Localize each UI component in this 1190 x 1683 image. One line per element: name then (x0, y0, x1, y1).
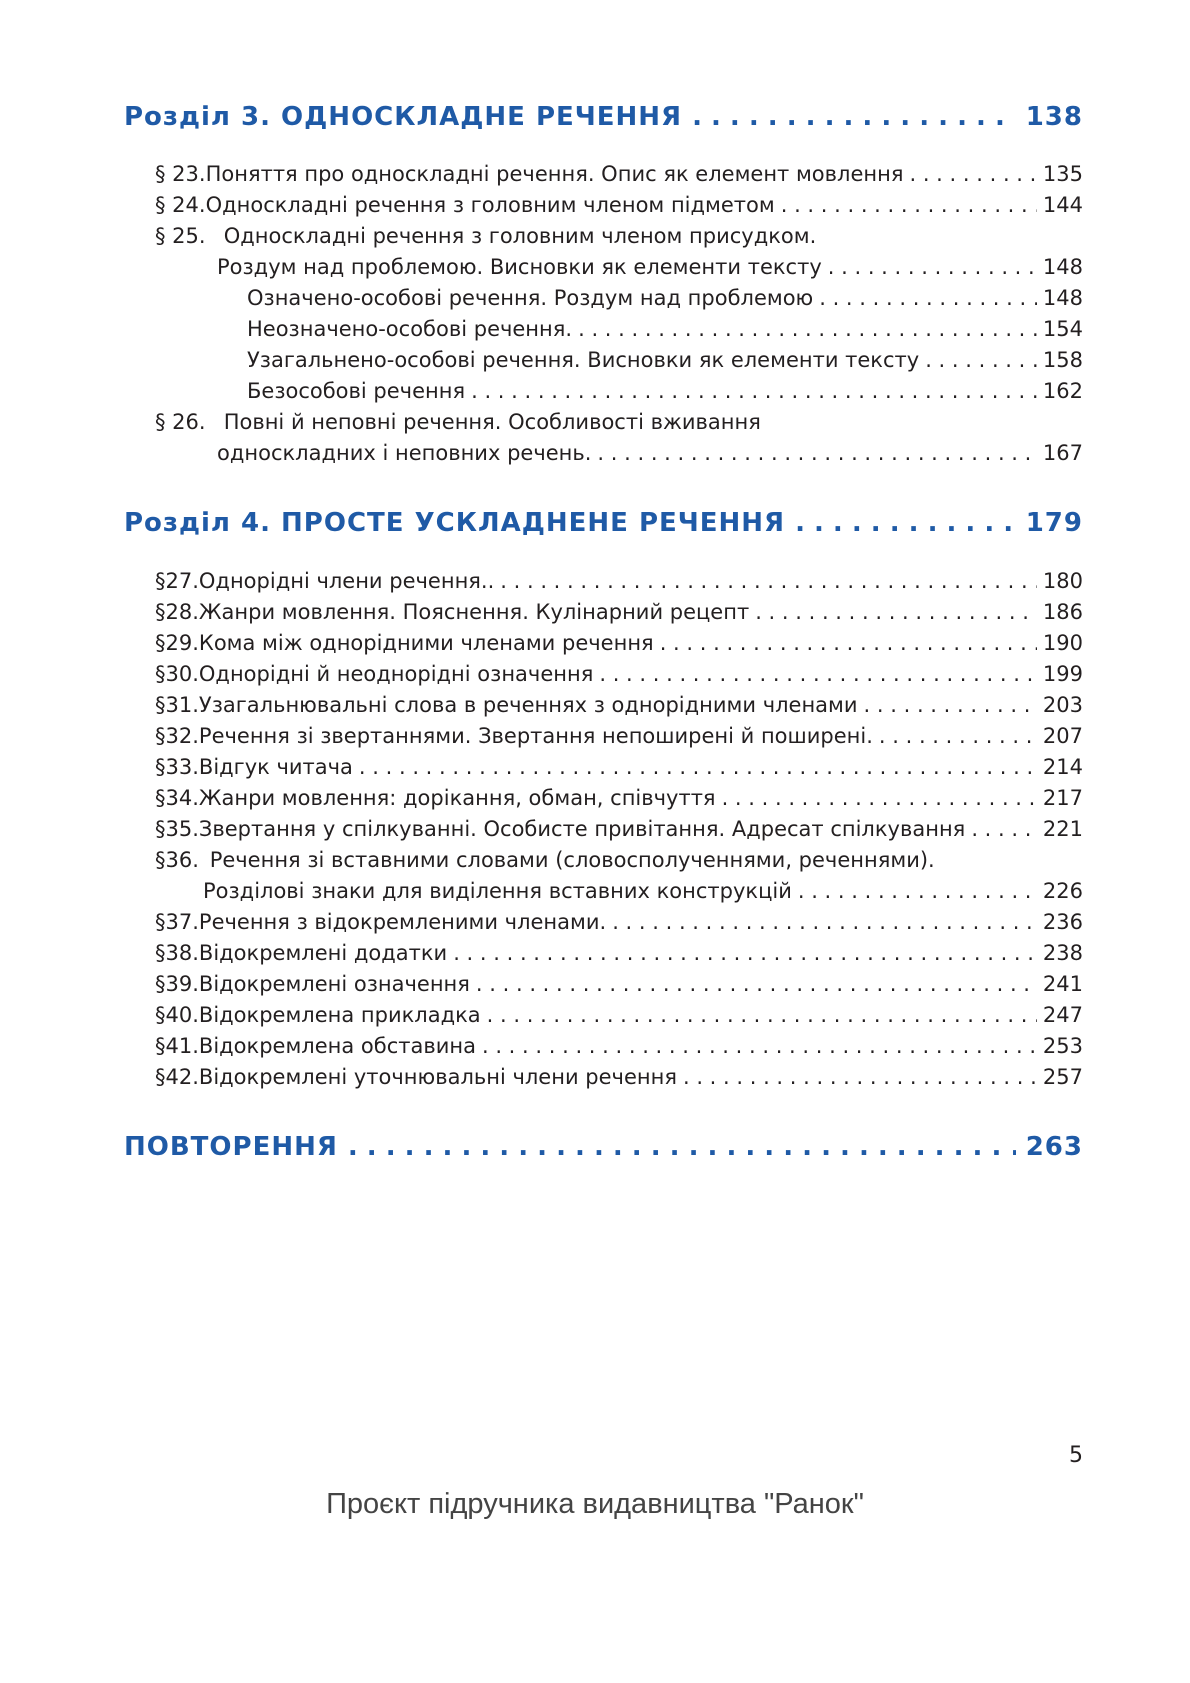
leader-dots (864, 693, 1037, 717)
leader-dots (599, 662, 1037, 686)
footer-note: Проєкт підручника видавництва "Ранок" (326, 1488, 864, 1520)
leader-dots (453, 941, 1037, 965)
toc-entry[interactable] (155, 569, 1083, 593)
entry-page: 148 (1042, 286, 1083, 310)
entry-page: 158 (1042, 348, 1083, 372)
leader-dots (471, 379, 1037, 403)
toc-entry[interactable] (217, 441, 1083, 465)
entry-text: Означено-особові речення. Роздум над проблемою (247, 286, 814, 310)
leader-dots (359, 755, 1037, 779)
page-number: 5 (1069, 1443, 1083, 1468)
entry-number: §36. (155, 848, 199, 872)
entry-text: Відокремлені уточнювальні члени речення (198, 1065, 677, 1089)
entry-page: 203 (1042, 693, 1083, 717)
entry-page: 214 (1042, 755, 1083, 779)
section-title: ПОВТОРЕННЯ (124, 1132, 338, 1162)
entry-page: 199 (1042, 662, 1083, 686)
toc-entry[interactable] (155, 941, 1083, 965)
section-heading-4[interactable] (124, 508, 1083, 538)
leader-dots (692, 102, 1016, 132)
entry-number: §31. (155, 693, 199, 717)
leader-dots (348, 1132, 1016, 1162)
entry-text: Роздум над проблемою. Висновки як елементи тексту (217, 255, 822, 279)
entry-number: §41. (155, 1034, 199, 1058)
entry-text: Речення зі вставними словами (словосполученнями, реченнями). (209, 848, 935, 872)
leader-dots (971, 817, 1037, 841)
leader-dots (597, 441, 1036, 465)
entry-text: Односкладні речення з головним членом підметом (205, 193, 775, 217)
section-page: 179 (1025, 508, 1083, 538)
entry-text: Речення з відокремленими членами. (198, 910, 607, 934)
leader-dots (500, 569, 1037, 593)
entry-page: 257 (1042, 1065, 1083, 1089)
entry-text: Жанри мовлення. Пояснення. Кулінарний рецепт (198, 600, 750, 624)
toc-entry[interactable] (155, 193, 1083, 217)
entry-number: §42. (155, 1065, 199, 1089)
toc-entry[interactable] (155, 631, 1083, 655)
entry-page: 221 (1042, 817, 1083, 841)
entry-number: § 25. (155, 224, 206, 248)
toc-entry[interactable] (155, 1034, 1083, 1058)
leader-dots (487, 1003, 1037, 1027)
leader-dots (612, 910, 1037, 934)
toc-subentry[interactable] (247, 379, 1083, 403)
entry-number: § 24. (155, 193, 206, 217)
toc-entry-heading[interactable] (155, 410, 761, 434)
entry-page: 247 (1042, 1003, 1083, 1027)
entry-page: 144 (1042, 193, 1083, 217)
entry-number: §29. (155, 631, 199, 655)
entry-number: §35. (155, 817, 199, 841)
toc-entry-heading[interactable] (155, 224, 816, 248)
section-page: 263 (1025, 1132, 1083, 1162)
leader-dots (755, 600, 1037, 624)
entry-page: 253 (1042, 1034, 1083, 1058)
section-page: 138 (1025, 102, 1083, 132)
section-title: Розділ 4. ПРОСТЕ УСКЛАДНЕНЕ РЕЧЕННЯ (124, 508, 786, 538)
entry-text: Узагальнювальні слова в реченнях з однорідними членами (198, 693, 858, 717)
entry-text: Відокремлена обставина (198, 1034, 476, 1058)
entry-page: 236 (1042, 910, 1083, 934)
entry-text: Однорідні й неоднорідні означення (198, 662, 594, 686)
leader-dots (476, 972, 1037, 996)
leader-dots (925, 348, 1037, 372)
leader-dots (798, 879, 1037, 903)
entry-text: Розділові знаки для виділення вставних конструкцій (203, 879, 792, 903)
toc-entry[interactable] (203, 879, 1083, 903)
toc-entry[interactable] (155, 972, 1083, 996)
leader-dots (482, 1034, 1037, 1058)
toc-entry[interactable] (217, 255, 1083, 279)
toc-entry[interactable] (155, 817, 1083, 841)
entry-page: 148 (1042, 255, 1083, 279)
toc-entry[interactable] (155, 662, 1083, 686)
entry-text: Звертання у спілкуванні. Особисте привітання. Адресат спілкування (198, 817, 966, 841)
entry-page: 135 (1042, 162, 1083, 186)
toc-entry[interactable] (155, 600, 1083, 624)
leader-dots (683, 1065, 1037, 1089)
entry-page: 186 (1042, 600, 1083, 624)
section-heading-repetition[interactable] (124, 1132, 1083, 1162)
entry-text: Однорідні члени речення.. (198, 569, 495, 593)
entry-text: Відокремлені додатки (198, 941, 448, 965)
entry-text: Відокремлена прикладка (198, 1003, 481, 1027)
leader-dots (660, 631, 1037, 655)
entry-page: 154 (1042, 317, 1083, 341)
entry-text: Безособові речення (247, 379, 466, 403)
entry-text: Узагальнено-особові речення. Висновки як елементи тексту (247, 348, 920, 372)
entry-page: 190 (1042, 631, 1083, 655)
toc-entry[interactable] (155, 1065, 1083, 1089)
entry-text: Односкладні речення з головним членом присудком. (223, 224, 817, 248)
entry-page: 217 (1042, 786, 1083, 810)
entry-page: 207 (1042, 724, 1083, 748)
entry-number: §37. (155, 910, 199, 934)
entry-number: § 26. (155, 410, 206, 434)
entry-text: Відгук читача (198, 755, 353, 779)
section-title: Розділ 3. ОДНОСКЛАДНЕ РЕЧЕННЯ (124, 102, 683, 132)
entry-number: §28. (155, 600, 199, 624)
entry-page: 241 (1042, 972, 1083, 996)
entry-number: §38. (155, 941, 199, 965)
section-heading-3[interactable] (124, 102, 1083, 132)
toc-entry[interactable] (155, 162, 1083, 186)
entry-text: Неозначено-особові речення. (247, 317, 573, 341)
toc-entry[interactable] (155, 910, 1083, 934)
entry-text: Відокремлені означення (198, 972, 470, 996)
leader-dots (909, 162, 1036, 186)
entry-text: Жанри мовлення: дорікання, обман, співчуття (198, 786, 716, 810)
toc-entry[interactable] (155, 755, 1083, 779)
entry-page: 180 (1042, 569, 1083, 593)
entry-page: 162 (1042, 379, 1083, 403)
entry-number: §40. (155, 1003, 199, 1027)
entry-text: Речення зі звертаннями. Звертання непоширені й поширені. (198, 724, 873, 748)
entry-number: §32. (155, 724, 199, 748)
toc-entry[interactable] (155, 693, 1083, 717)
entry-text: Поняття про односкладні речення. Опис як елемент мовлення (205, 162, 904, 186)
leader-dots (722, 786, 1037, 810)
toc-subentry[interactable] (247, 317, 1083, 341)
entry-page: 226 (1042, 879, 1083, 903)
toc-entry[interactable] (155, 724, 1083, 748)
toc-entry[interactable] (155, 786, 1083, 810)
leader-dots (578, 317, 1037, 341)
entry-number: § 23. (155, 162, 206, 186)
entry-number: §33. (155, 755, 199, 779)
entry-text: односкладних і неповних речень. (217, 441, 592, 465)
entry-text: Повні й неповні речення. Особливості вживання (223, 410, 761, 434)
entry-page: 238 (1042, 941, 1083, 965)
entry-number: §34. (155, 786, 199, 810)
entry-text: Кома між однорідними членами речення (198, 631, 654, 655)
entry-number: §30. (155, 662, 199, 686)
leader-dots (879, 724, 1037, 748)
leader-dots (819, 286, 1037, 310)
toc-subentry[interactable] (247, 286, 1083, 310)
leader-dots (781, 193, 1037, 217)
toc-entry[interactable] (155, 1003, 1083, 1027)
leader-dots (795, 508, 1016, 538)
toc-subentry[interactable] (247, 348, 1083, 372)
toc-entry-heading[interactable] (155, 848, 935, 872)
entry-page: 167 (1042, 441, 1083, 465)
leader-dots (828, 255, 1037, 279)
entry-number: §27. (155, 569, 199, 593)
entry-number: §39. (155, 972, 199, 996)
